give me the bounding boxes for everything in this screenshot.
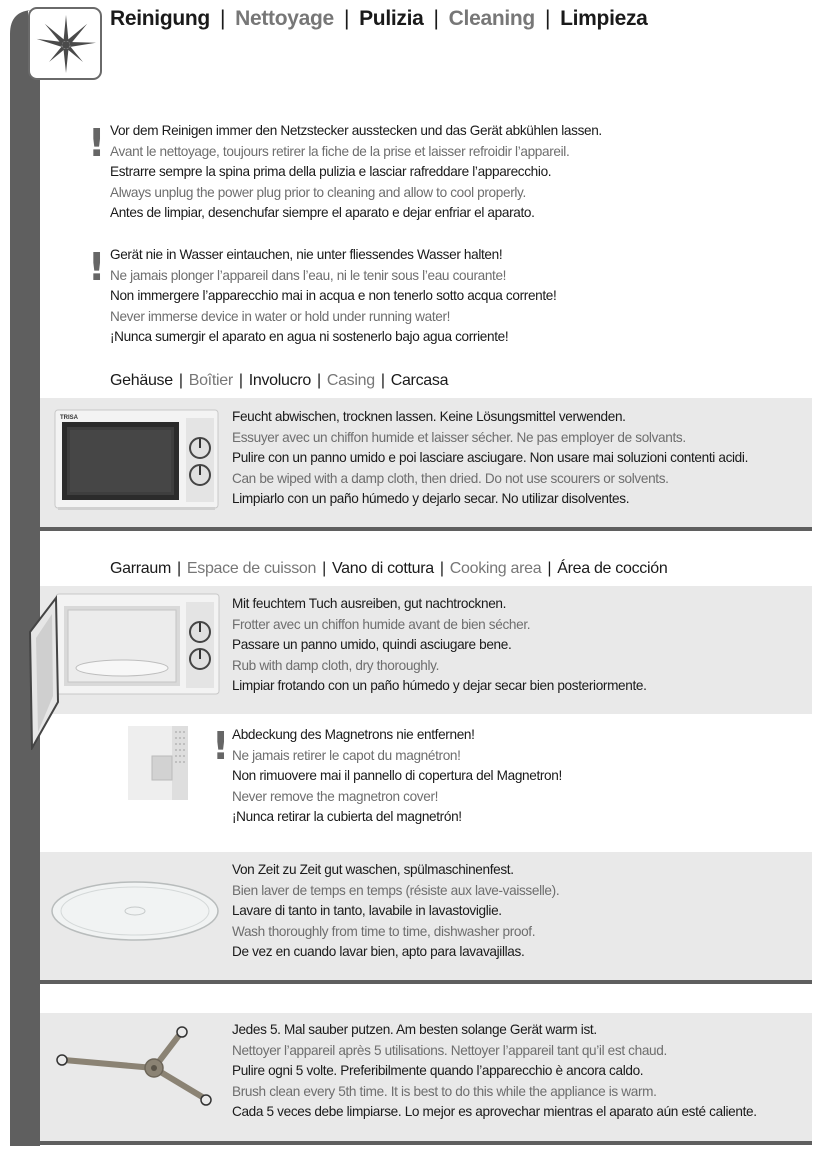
roller-ring-image	[52, 1024, 220, 1110]
warning-line-en: Never immerse device in water or hold under running water!	[110, 308, 451, 324]
section-heading-cooking-area: Garraum | Espace de cuisson | Vano di cottura | Cooking area | Área de cocción	[110, 560, 668, 577]
microwave-closed-image	[54, 408, 220, 512]
instruction-line-es: Limpiarlo con un paño húmedo y dejarlo secar. No utilizar disolventes.	[232, 491, 630, 507]
title-separator: |	[219, 7, 226, 30]
exclamation-icon: !	[88, 245, 106, 289]
section-divider	[40, 1141, 812, 1145]
instruction-line-es: Cada 5 veces debe limpiarse. Lo mejor es aprovechar mientras el aparato aún esté caliente.	[232, 1104, 757, 1120]
exclamation-icon: !	[212, 724, 230, 768]
heading-es: Área de cocción	[557, 560, 668, 577]
magnetron-cover-image	[128, 726, 188, 800]
microwave-open-image	[28, 592, 222, 750]
casing-instructions	[232, 407, 748, 510]
instruction-line-it: Pulire con un panno umido e poi lasciare asciugare. Non usare mai soluzioni contenti acidi.	[232, 450, 748, 466]
heading-de: Garraum	[110, 560, 172, 577]
section-divider	[40, 527, 812, 531]
warning-line-es: ¡Nunca retirar la cubierta del magnetrón!	[232, 809, 462, 825]
instruction-line-en: Brush clean every 5th time. It is best to do this while the appliance is warm.	[232, 1083, 657, 1099]
warning-line-it: Non rimuovere mai il pannello di copertura del Magnetron!	[232, 768, 562, 784]
page-spine	[10, 34, 40, 1146]
instruction-line-it: Lavare di tanto in tanto, lavabile in lavastoviglie.	[232, 903, 502, 919]
instruction-line-es: De vez en cuando lavar bien, apto para lavavajillas.	[232, 944, 525, 960]
roller-ring-instructions	[232, 1020, 757, 1123]
instruction-line-it: Passare un panno umido, quindi asciugare bene.	[232, 637, 512, 653]
title-separator: |	[544, 7, 551, 30]
instruction-line-es: Limpiar frotando con un paño húmedo y dejar secar bien posteriormente.	[232, 678, 647, 694]
page-header	[110, 4, 648, 34]
warning-line-de: Abdeckung des Magnetrons nie entfernen!	[232, 727, 475, 742]
instruction-line-en: Rub with damp cloth, dry thoroughly.	[232, 657, 440, 673]
warning-line-fr: Ne jamais retirer le capot du magnétron!	[232, 747, 461, 763]
warning-unplug	[110, 121, 602, 224]
microwave-brand: TRISA	[60, 415, 78, 421]
heading-en: Cooking area	[449, 560, 542, 577]
heading-it: Involucro	[248, 372, 311, 389]
warning-line-en: Always unplug the power plug prior to cleaning and allow to cool properly.	[110, 184, 526, 200]
warning-line-es: Antes de limpiar, desenchufar siempre el aparato e dejar enfriar el aparato.	[110, 205, 535, 221]
heading-en: Casing	[326, 372, 375, 389]
instruction-line-fr: Bien laver de temps en temps (résiste aux lave-vaisselle).	[232, 882, 560, 898]
heading-es: Carcasa	[390, 372, 449, 389]
cleaning-star-icon	[30, 9, 99, 77]
warning-water	[110, 245, 556, 348]
instruction-line-de: Jedes 5. Mal sauber putzen. Am besten solange Gerät warm ist.	[232, 1022, 597, 1037]
warning-line-it: Non immergere l’apparecchio mai in acqua e non tenerlo sotto acqua corrente!	[110, 288, 557, 304]
cooking-area-instructions	[232, 594, 647, 697]
instruction-line-en: Wash thoroughly from time to time, dishwasher proof.	[232, 923, 536, 939]
cleaning-logo	[28, 7, 102, 80]
glass-turntable-image	[50, 880, 220, 942]
instruction-line-de: Von Zeit zu Zeit gut waschen, spülmaschinenfest.	[232, 862, 514, 877]
title-separator: |	[433, 7, 439, 30]
warning-line-fr: Ne jamais plonger l’appareil dans l’eau, ni le tenir sous l’eau courante!	[110, 267, 507, 283]
warning-line-de: Gerät nie in Wasser eintauchen, nie unter fliessendes Wasser halten!	[110, 247, 503, 262]
title-de: Reinigung	[110, 7, 210, 30]
heading-de: Gehäuse	[110, 372, 173, 389]
warning-line-en: Never remove the magnetron cover!	[232, 788, 439, 804]
instruction-line-en: Can be wiped with a damp cloth, then dried. Do not use scourers or solvents.	[232, 470, 669, 486]
heading-it: Vano di cottura	[331, 560, 434, 577]
title-es: Limpieza	[560, 7, 648, 30]
heading-fr: Boîtier	[188, 372, 233, 389]
turntable-instructions	[232, 860, 559, 963]
warning-line-de: Vor dem Reinigen immer den Netzstecker ausstecken und das Gerät abkühlen lassen.	[110, 123, 602, 138]
instruction-line-de: Mit feuchtem Tuch ausreiben, gut nachtrocknen.	[232, 596, 507, 611]
title-fr: Nettoyage	[235, 7, 334, 30]
instruction-line-fr: Essuyer avec un chiffon humide et laisser sécher. Ne pas employer de solvants.	[232, 429, 686, 445]
warning-line-fr: Avant le nettoyage, toujours retirer la fiche de la prise et laisser refroidir l’appareil.	[110, 143, 570, 159]
instruction-line-de: Feucht abwischen, trocknen lassen. Keine Lösungsmittel verwenden.	[232, 409, 626, 424]
heading-fr: Espace de cuisson	[186, 560, 317, 577]
magnetron-warning	[232, 725, 562, 828]
title-en: Cleaning	[448, 7, 535, 30]
instruction-line-fr: Frotter avec un chiffon humide avant de bien sécher.	[232, 616, 531, 632]
instruction-line-it: Pulire ogni 5 volte. Preferibilmente quando l’apparecchio è ancora caldo.	[232, 1063, 644, 1079]
warning-line-it: Estrarre sempre la spina prima della pulizia e lasciar rafreddare l’apparecchio.	[110, 164, 552, 180]
title-it: Pulizia	[359, 7, 424, 30]
warning-line-es: ¡Nunca sumergir el aparato en agua ni sostenerlo bajo agua corriente!	[110, 329, 509, 345]
section-divider	[40, 980, 812, 984]
instruction-line-fr: Nettoyer l’appareil après 5 utilisations. Nettoyer l’appareil tant qu’il est chaud.	[232, 1042, 667, 1058]
exclamation-icon: !	[88, 121, 106, 165]
section-heading-casing: Gehäuse | Boîtier | Involucro | Casing | Carcasa	[110, 372, 449, 389]
title-separator: |	[343, 7, 350, 30]
